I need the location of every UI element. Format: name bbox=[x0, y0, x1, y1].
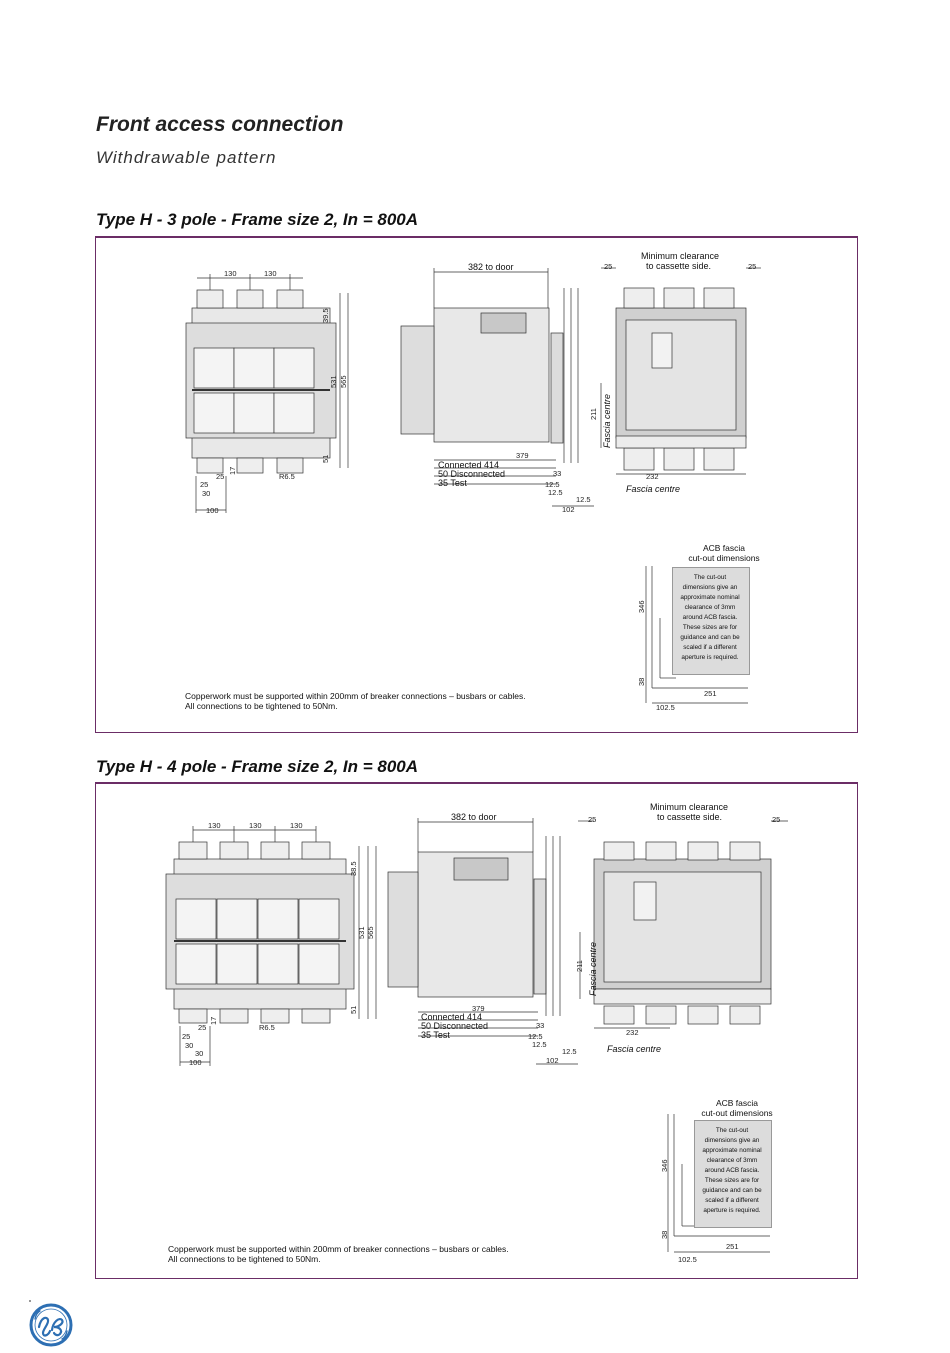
cutout-text-line: clearance of 3mm bbox=[684, 604, 736, 611]
position-disconnected: 50 Disconnected bbox=[421, 1021, 489, 1031]
cutout-text-line: clearance of 3mm bbox=[706, 1157, 758, 1164]
fascia-centre-horizontal: Fascia centre bbox=[626, 484, 681, 494]
cutout-text-line: around ACB fascia. bbox=[704, 1167, 760, 1174]
dim-r6-5: R6.5 bbox=[259, 1023, 275, 1032]
drawing-panel-3-pole bbox=[95, 236, 858, 733]
dim-232: 232 bbox=[646, 472, 659, 481]
rear-view bbox=[578, 821, 788, 1028]
dim-38: 38 bbox=[660, 1230, 669, 1239]
dim-102: 102 bbox=[546, 1056, 559, 1065]
note-line: All connections to be tightened to 50Nm. bbox=[185, 701, 338, 711]
copperwork-note bbox=[185, 691, 605, 711]
dim-382-to-door: 382 to door bbox=[468, 262, 514, 272]
cutout-text-line: These sizes are for bbox=[704, 1177, 760, 1184]
page-title: Front access connection bbox=[96, 113, 344, 136]
section-title-4-pole: Type H - 4 pole - Frame size 2, In = 800A bbox=[96, 757, 419, 776]
clearance-line-2: to cassette side. bbox=[657, 812, 723, 822]
dim-25-b: 25 bbox=[182, 1032, 191, 1041]
clearance-line-1: Minimum clearance bbox=[650, 802, 729, 812]
cutout-text-line: The cut-out bbox=[715, 1127, 749, 1134]
gap-25-left: 25 bbox=[588, 815, 597, 824]
cutout-text-line: around ACB fascia. bbox=[682, 614, 738, 621]
dim-565: 565 bbox=[339, 375, 348, 388]
dim-102-5: 102.5 bbox=[678, 1255, 697, 1264]
cutout-heading bbox=[696, 1098, 778, 1118]
fascia-centre-horizontal: Fascia centre bbox=[607, 1044, 662, 1054]
dim-38-5: 38.5 bbox=[349, 861, 358, 876]
dim-12-5-b: 12.5 bbox=[532, 1040, 547, 1049]
dim-12-5-b: 12.5 bbox=[548, 488, 563, 497]
page-mark bbox=[29, 1300, 31, 1302]
copperwork-note bbox=[168, 1244, 588, 1264]
dim-130-b: 130 bbox=[249, 821, 262, 830]
clearance-line-2: to cassette side. bbox=[646, 261, 712, 271]
rear-view bbox=[601, 268, 761, 474]
dim-379: 379 bbox=[516, 451, 529, 460]
fascia-centre-vertical: Fascia centre bbox=[602, 393, 612, 448]
cutout-text-line: dimensions give an bbox=[704, 1137, 760, 1144]
dim-211: 211 bbox=[575, 960, 584, 972]
position-connected: Connected 414 bbox=[438, 460, 500, 470]
cutout-text-line: scaled if a different bbox=[683, 644, 737, 651]
gap-25-left: 25 bbox=[604, 262, 613, 271]
fascia-centre-vertical: Fascia centre bbox=[588, 941, 598, 996]
dim-30-b: 30 bbox=[195, 1049, 204, 1058]
dim-251: 251 bbox=[726, 1242, 739, 1251]
note-line: All connections to be tightened to 50Nm. bbox=[168, 1254, 321, 1264]
dim-17: 17 bbox=[228, 466, 237, 475]
dim-12-5-a: 12.5 bbox=[545, 480, 560, 489]
cutout-description bbox=[696, 1126, 768, 1216]
cutout-text-line: These sizes are for bbox=[682, 624, 738, 631]
cutout-text-line: guidance and can be bbox=[702, 1187, 762, 1194]
cutout-text-line: scaled if a different bbox=[705, 1197, 759, 1204]
dim-251: 251 bbox=[704, 689, 717, 698]
drawing-panel-4-pole bbox=[95, 782, 858, 1279]
dim-12-5-c: 12.5 bbox=[562, 1047, 577, 1056]
cutout-text-line: aperture is required. bbox=[703, 1207, 761, 1214]
cutout-text-line: aperture is required. bbox=[681, 654, 739, 661]
dim-33: 33 bbox=[536, 1021, 545, 1030]
dim-211: 211 bbox=[589, 408, 598, 420]
dim-12-5-a: 12.5 bbox=[528, 1032, 543, 1041]
dim-17: 17 bbox=[209, 1016, 218, 1025]
cutout-description bbox=[674, 573, 746, 663]
position-disconnected: 50 Disconnected bbox=[438, 469, 506, 479]
gap-25-right: 25 bbox=[748, 262, 757, 271]
cutout-heading bbox=[684, 543, 764, 563]
dim-30-a: 30 bbox=[185, 1041, 194, 1050]
cutout-text-line: dimensions give an bbox=[682, 584, 738, 591]
dim-130-a: 130 bbox=[208, 821, 221, 830]
dim-531: 531 bbox=[329, 375, 338, 388]
dim-102: 102 bbox=[562, 505, 575, 514]
dim-346: 346 bbox=[660, 1159, 669, 1172]
dim-30: 30 bbox=[202, 489, 211, 498]
dim-130-a: 130 bbox=[224, 269, 237, 278]
dim-39-5: 39.5 bbox=[321, 308, 330, 323]
cutout-text-line: approximate nominal bbox=[680, 594, 740, 601]
dim-379: 379 bbox=[472, 1004, 485, 1013]
dim-25-a: 25 bbox=[198, 1023, 207, 1032]
dim-531: 531 bbox=[357, 926, 366, 939]
cutout-heading-line: ACB fascia bbox=[715, 1098, 759, 1108]
position-test: 35 Test bbox=[438, 478, 467, 488]
dim-38: 38 bbox=[637, 677, 646, 686]
dim-130-c: 130 bbox=[290, 821, 303, 830]
cutout-heading-line: ACB fascia bbox=[702, 543, 746, 553]
dim-12-5-c: 12.5 bbox=[576, 495, 591, 504]
dim-565: 565 bbox=[366, 926, 375, 939]
cutout-text-line: The cut-out bbox=[693, 574, 727, 581]
section-title-3-pole: Type H - 3 pole - Frame size 2, In = 800A bbox=[96, 210, 419, 229]
ge-logo-icon bbox=[29, 1303, 73, 1347]
cutout-text-line: guidance and can be bbox=[680, 634, 740, 641]
page-subtitle: Withdrawable pattern bbox=[96, 148, 277, 167]
dim-51: 51 bbox=[321, 454, 330, 463]
cutout-heading-line: cut-out dimensions bbox=[688, 553, 760, 563]
cutout-heading-line: cut-out dimensions bbox=[701, 1108, 773, 1118]
dim-130-b: 130 bbox=[264, 269, 277, 278]
cutout-text-line: approximate nominal bbox=[702, 1147, 762, 1154]
dim-r6-5: R6.5 bbox=[279, 472, 295, 481]
note-line: Copperwork must be supported within 200mm of breaker connections – busbars or cables. bbox=[185, 691, 526, 701]
dim-25-a: 25 bbox=[216, 472, 225, 481]
dim-102-5: 102.5 bbox=[656, 703, 675, 712]
position-connected: Connected 414 bbox=[421, 1012, 483, 1022]
dim-382-to-door: 382 to door bbox=[451, 812, 497, 822]
dim-346: 346 bbox=[637, 600, 646, 613]
note-line: Copperwork must be supported within 200mm of breaker connections – busbars or cables. bbox=[168, 1244, 509, 1254]
dim-232: 232 bbox=[626, 1028, 639, 1037]
dim-100: 100 bbox=[189, 1058, 202, 1067]
dim-25-b: 25 bbox=[200, 480, 209, 489]
position-test: 35 Test bbox=[421, 1030, 450, 1040]
dim-100: 100 bbox=[206, 506, 219, 515]
gap-25-right: 25 bbox=[772, 815, 781, 824]
clearance-line-1: Minimum clearance bbox=[641, 251, 720, 261]
dim-51: 51 bbox=[349, 1005, 358, 1014]
dim-33: 33 bbox=[553, 469, 562, 478]
